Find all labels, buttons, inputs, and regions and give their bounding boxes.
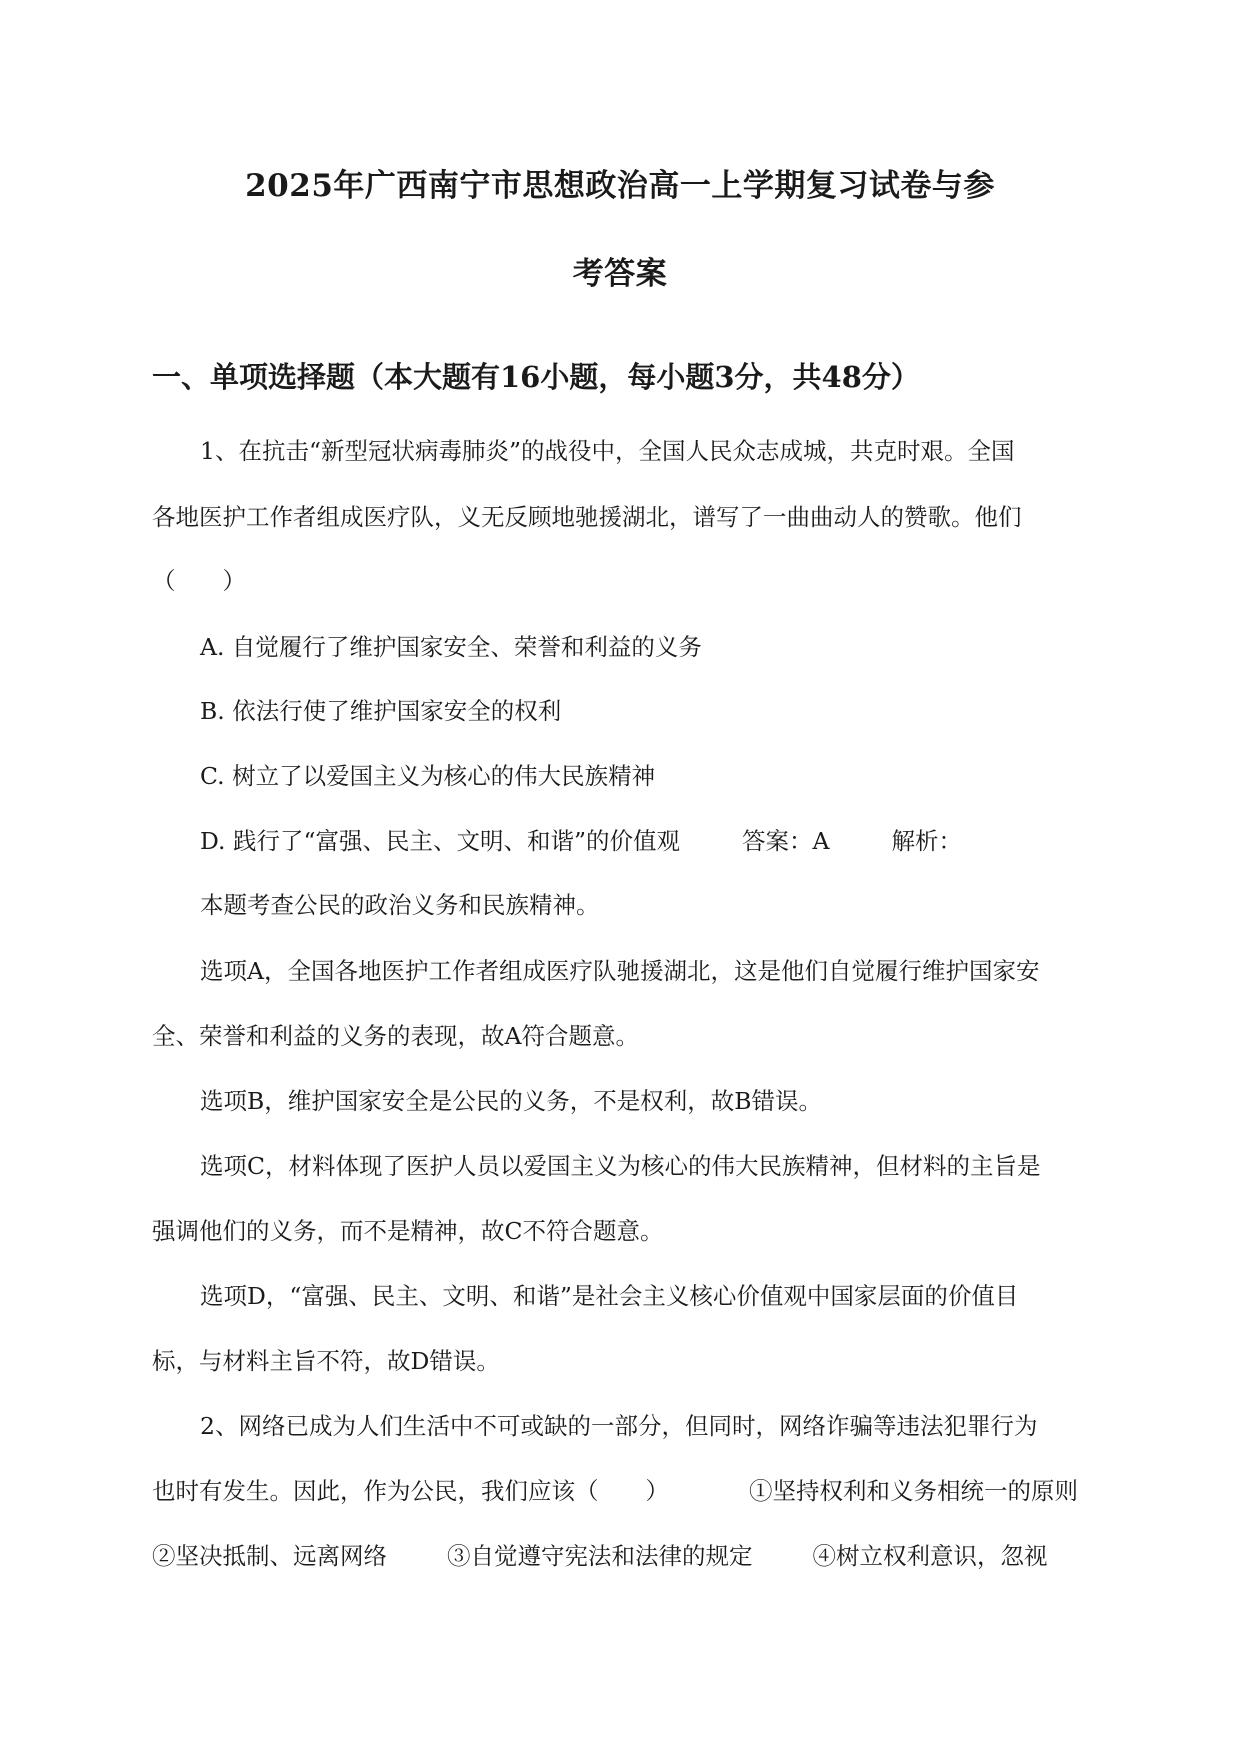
q1-answer: 答案：A xyxy=(741,827,830,855)
q1-analysis-intro: 本题考查公民的政治义务和民族精神。 xyxy=(200,891,600,919)
q1-stem-line-2: 各地医护工作者组成医疗队，义无反顾地驰援湖北，谱写了一曲曲动人的赞歌。他们 xyxy=(152,503,1022,531)
section-heading: 一、单项选择题（本大题有16小题，每小题3分，共48分） xyxy=(152,360,920,394)
q1-analysis-d-line-2: 标，与材料主旨不符，故D错误。 xyxy=(152,1347,500,1375)
q1-analysis-c-line-1: 选项C，材料体现了医护人员以爱国主义为核心的伟大民族精神，但材料的主旨是 xyxy=(200,1152,1041,1180)
q2-option-3: ③自觉遵守宪法和法律的规定 xyxy=(447,1542,753,1570)
q1-analysis-b: 选项B，维护国家安全是公民的义务，不是权利，故B错误。 xyxy=(200,1087,823,1115)
q1-option-c: C. 树立了以爱国主义为核心的伟大民族精神 xyxy=(200,762,656,790)
q1-option-d-row xyxy=(200,827,962,855)
q2-option-2: ②坚决抵制、远离网络 xyxy=(152,1542,387,1570)
q1-analysis-label: 解析： xyxy=(891,827,962,855)
q2-options-row xyxy=(152,1542,1048,1570)
q1-option-a: A. 自觉履行了维护国家安全、荣誉和利益的义务 xyxy=(200,633,702,661)
q1-option-d: D. 践行了“富强、民主、文明、和谐”的价值观 xyxy=(200,827,680,855)
q1-analysis-a-line-1: 选项A，全国各地医护工作者组成医疗队驰援湖北，这是他们自觉履行维护国家安 xyxy=(200,957,1040,985)
q1-stem-line-3: （ ） xyxy=(152,567,246,595)
q2-option-1: ①坚持权利和义务相统一的原则 xyxy=(749,1477,1078,1505)
q2-stem-line-1: 2、网络已成为人们生活中不可或缺的一部分，但同时，网络诈骗等违法犯罪行为 xyxy=(200,1412,1038,1440)
document-title-line-2: 考答案 xyxy=(572,256,668,292)
q1-option-b: B. 依法行使了维护国家安全的权利 xyxy=(200,697,562,725)
q1-stem-line-1: 1、在抗击“新型冠状病毒肺炎”的战役中，全国人民众志成城，共克时艰。全国 xyxy=(200,437,1015,465)
q2-option-4: ④树立权利意识，忽视 xyxy=(812,1542,1048,1570)
q2-stem-line-2: 也时有发生。因此，作为公民，我们应该（ ） xyxy=(152,1477,669,1505)
q1-analysis-c-line-2: 强调他们的义务，而不是精神，故C不符合题意。 xyxy=(152,1217,664,1245)
q1-analysis-a-line-2: 全、荣誉和利益的义务的表现，故A符合题意。 xyxy=(152,1022,639,1050)
q2-stem-line-2-row xyxy=(152,1477,1078,1505)
q1-analysis-d-line-1: 选项D，“富强、民主、文明、和谐”是社会主义核心价值观中国家层面的价值目 xyxy=(200,1282,1019,1310)
document-title-line-1: 2025年广西南宁市思想政治高一上学期复习试卷与参 xyxy=(245,168,995,204)
